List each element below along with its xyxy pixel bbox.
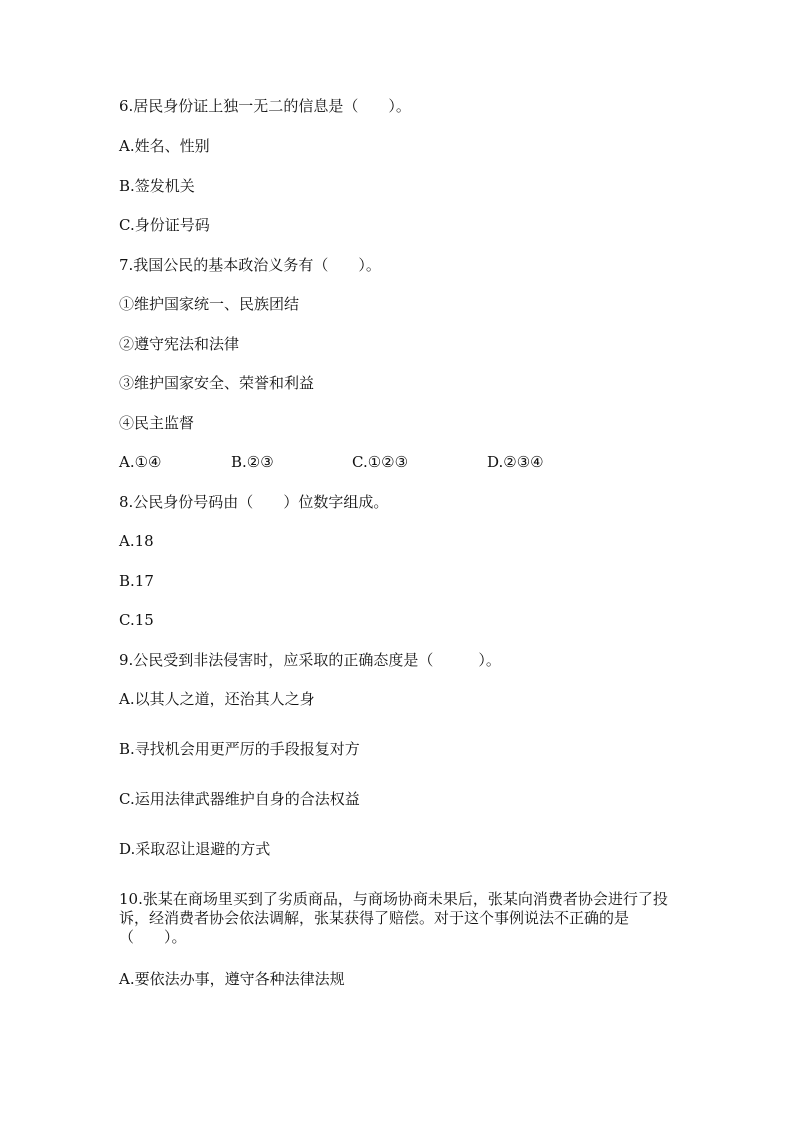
question-6-option-c: C.身份证号码 bbox=[119, 216, 210, 234]
question-8-stem: 8.公民身份号码由（ ）位数字组成。 bbox=[119, 493, 389, 511]
question-9-option-b: B.寻找机会用更严厉的手段报复对方 bbox=[119, 740, 360, 758]
question-9-option-c: C.运用法律武器维护自身的合法权益 bbox=[119, 790, 360, 808]
question-9-option-d: D.采取忍让退避的方式 bbox=[119, 840, 271, 858]
question-7-stem: 7.我国公民的基本政治义务有（ ）。 bbox=[119, 256, 381, 274]
question-7-option-c: C.①②③ bbox=[352, 453, 409, 471]
question-6-stem: 6.居民身份证上独一无二的信息是（ ）。 bbox=[119, 97, 411, 115]
question-10-stem: 10.张某在商场里买到了劣质商品，与商场协商未果后，张某向消费者协会进行了投诉，经消费者协会依法调解，张某获得了赔偿。对于这个事例说法不正确的是（ ）。 bbox=[119, 890, 668, 946]
question-6-option-b: B.签发机关 bbox=[119, 177, 195, 195]
question-8-option-c: C.15 bbox=[119, 611, 154, 629]
question-8-option-b: B.17 bbox=[119, 572, 154, 590]
question-7-item-2: ②遵守宪法和法律 bbox=[119, 335, 240, 353]
question-10-option-a: A.要依法办事，遵守各种法律法规 bbox=[119, 970, 345, 988]
question-8-option-a: A.18 bbox=[119, 532, 154, 550]
question-9-stem: 9.公民受到非法侵害时，应采取的正确态度是（ ）。 bbox=[119, 651, 501, 669]
question-7-option-b: B.②③ bbox=[231, 453, 274, 471]
question-7-option-d: D.②③④ bbox=[487, 453, 544, 471]
question-7-options-row bbox=[119, 453, 679, 471]
question-7-item-1: ①维护国家统一、民族团结 bbox=[119, 295, 300, 313]
question-9-option-a: A.以其人之道，还治其人之身 bbox=[119, 690, 315, 708]
question-7-item-4: ④民主监督 bbox=[119, 414, 195, 432]
question-7-item-3: ③维护国家安全、荣誉和利益 bbox=[119, 374, 315, 392]
question-6-option-a: A.姓名、性别 bbox=[119, 137, 210, 155]
question-7-option-a: A.①④ bbox=[119, 453, 162, 471]
